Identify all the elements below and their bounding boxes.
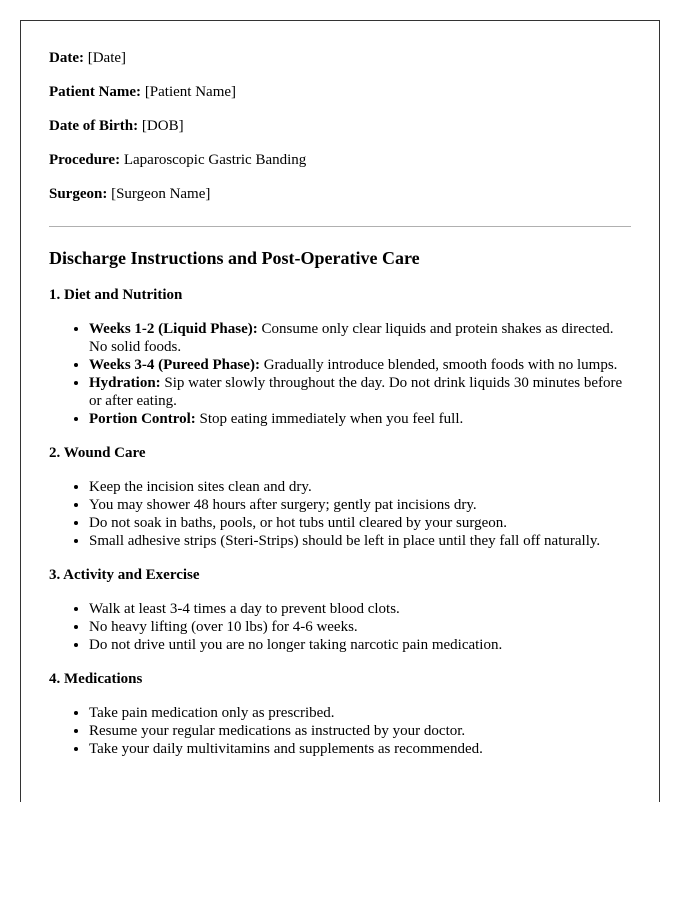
list-item — [89, 356, 631, 374]
surgeon-field — [49, 185, 631, 203]
surgeon-value: [Surgeon Name] — [111, 186, 211, 202]
header-divider — [49, 226, 631, 227]
section-heading-activity: 3. Activity and Exercise — [49, 567, 200, 583]
procedure-field — [49, 151, 631, 169]
date-value: [Date] — [87, 50, 127, 66]
list-item: • Keep the incision sites clean and dry. — [89, 478, 631, 496]
document-title: Discharge Instructions and Post-Operative Care — [49, 248, 420, 268]
dob-value: [DOB] — [141, 118, 184, 134]
section-heading-medications: 4. Medications — [49, 671, 143, 687]
section-heading-wound-care: 2. Wound Care — [49, 445, 146, 461]
list-item: • Small adhesive strips (Steri-Strips) should be left in place until they fall off naturally. — [89, 532, 631, 550]
list-item: • Take pain medication only as prescribed. — [89, 704, 631, 722]
date-field — [49, 49, 631, 67]
item-label: Hydration: — [89, 375, 161, 391]
item-text: Gradually introduce blended, smooth foods with no lumps. — [263, 357, 618, 373]
procedure-label: Procedure: — [49, 152, 121, 168]
list-item: • Do not soak in baths, pools, or hot tubs until cleared by your surgeon. — [89, 514, 631, 532]
list-item: • No heavy lifting (over 10 lbs) for 4-6 weeks. — [89, 618, 631, 636]
item-label: Weeks 3-4 (Pureed Phase): — [89, 357, 260, 373]
medications-list — [49, 704, 631, 758]
dob-field — [49, 117, 631, 135]
list-item: • You may shower 48 hours after surgery; gently pat incisions dry. — [89, 496, 631, 514]
list-item — [89, 320, 631, 356]
wound-care-list — [49, 478, 631, 550]
patient-name-field — [49, 83, 631, 101]
activity-list — [49, 600, 631, 654]
item-label: Portion Control: — [89, 411, 196, 427]
list-item: • Walk at least 3-4 times a day to prevent blood clots. — [89, 600, 631, 618]
surgeon-label: Surgeon: — [49, 186, 108, 202]
dob-label: Date of Birth: — [49, 118, 139, 134]
item-text: Stop eating immediately when you feel full. — [199, 411, 464, 427]
list-item — [89, 374, 631, 410]
procedure-value: Laparoscopic Gastric Banding — [123, 152, 307, 168]
patient-name-value: [Patient Name] — [144, 84, 237, 100]
date-label: Date: — [49, 50, 84, 66]
patient-name-label: Patient Name: — [49, 84, 142, 100]
list-item: • Resume your regular medications as instructed by your doctor. — [89, 722, 631, 740]
list-item: • Take your daily multivitamins and supplements as recommended. — [89, 740, 631, 758]
list-item: • Do not drive until you are no longer taking narcotic pain medication. — [89, 636, 631, 654]
discharge-document — [20, 20, 660, 802]
diet-list — [49, 320, 631, 428]
section-heading-diet: 1. Diet and Nutrition — [49, 287, 183, 303]
document-body — [21, 21, 659, 758]
item-text: Consume only clear liquids and protein shakes as directed. No solid foods. — [89, 321, 614, 355]
list-item — [89, 410, 631, 428]
item-text: Sip water slowly throughout the day. Do not drink liquids 30 minutes before or after eating. — [89, 375, 623, 409]
item-label: Weeks 1-2 (Liquid Phase): — [89, 321, 258, 337]
